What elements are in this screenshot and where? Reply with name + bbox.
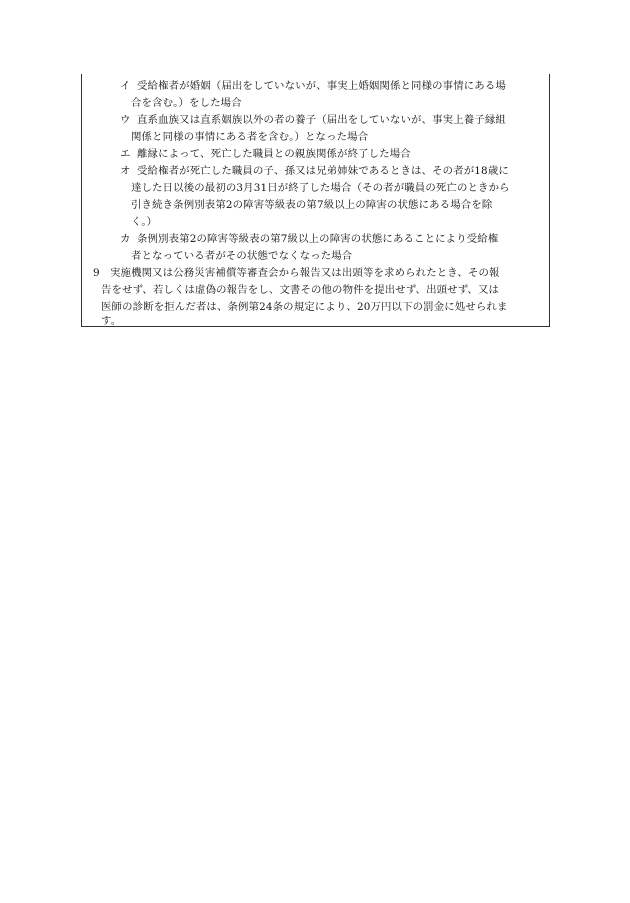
item-e-text-1: 離縁によって、死亡した職員との親族関係が終了した場合	[137, 148, 411, 160]
item-o-line-1	[120, 164, 509, 178]
item-u-line-2	[131, 130, 368, 144]
item-e-marker: エ	[120, 148, 131, 160]
section-9-text-2: 告をせず、若しくは虚偽の報告をし、文書その他の物件を提出せず、出頭せず、又は	[101, 284, 500, 296]
section-9-line-2	[101, 283, 499, 297]
item-o-marker: オ	[120, 165, 131, 177]
item-i-text-1: 受給権者が婚姻（届出をしていないが、事実上婚姻関係と同様の事情にある場	[137, 80, 506, 92]
section-9-number: 9	[93, 267, 100, 279]
item-u-marker: ウ	[120, 114, 131, 126]
section-9-line-3	[101, 300, 508, 314]
section-9-text-4: す。	[101, 315, 122, 327]
section-9-line-1	[93, 266, 500, 280]
section-9-text-1: 実施機関又は公務災害補償等審査会から報告又は出頭等を求められたとき、その報	[110, 267, 500, 279]
item-i-line-1	[120, 79, 506, 93]
item-o-text-4: く。）	[131, 216, 158, 228]
item-o-line-3	[131, 198, 492, 212]
item-o-line-4	[131, 215, 157, 229]
item-ka-text-2: 者となっている者がその状態でなくなった場合	[131, 250, 353, 262]
item-i-text-2: 合を含む。）をした場合	[131, 97, 242, 109]
item-o-text-3: 引き続き条例別表第2の障害等級表の第7級以上の障害の状態にある場合を除	[131, 199, 493, 211]
item-i-marker: イ	[120, 80, 131, 92]
item-ka-text-1: 条例別表第2の障害等級表の第7級以上の障害の状態にあることにより受給権	[137, 233, 499, 245]
item-o-text-1: 受給権者が死亡した職員の子、孫又は兄弟姉妹であるときは、その者が18歳に	[137, 165, 509, 177]
section-9-line-4	[101, 314, 121, 328]
item-u-text-2: 関係と同様の事情にある者を含む。）となった場合	[131, 131, 369, 143]
item-u-text-1: 直系血族又は直系姻族以外の者の養子（届出をしていないが、事実上養子縁組	[137, 114, 506, 126]
item-e-line-1	[120, 147, 411, 161]
item-o-line-2	[131, 181, 510, 195]
section-9-text-3: 医師の診断を拒んだ者は、条例第24条の規定により、20万円以下の罰金に処せられま	[101, 301, 508, 313]
item-ka-marker: カ	[120, 233, 131, 245]
item-i-line-2	[131, 96, 242, 110]
item-ka-line-1	[120, 232, 498, 246]
item-o-text-2: 達した日以後の最初の3月31日が終了した場合（その者が職員の死亡のときから	[131, 182, 510, 194]
item-ka-line-2	[131, 249, 352, 263]
item-u-line-1	[120, 113, 506, 127]
